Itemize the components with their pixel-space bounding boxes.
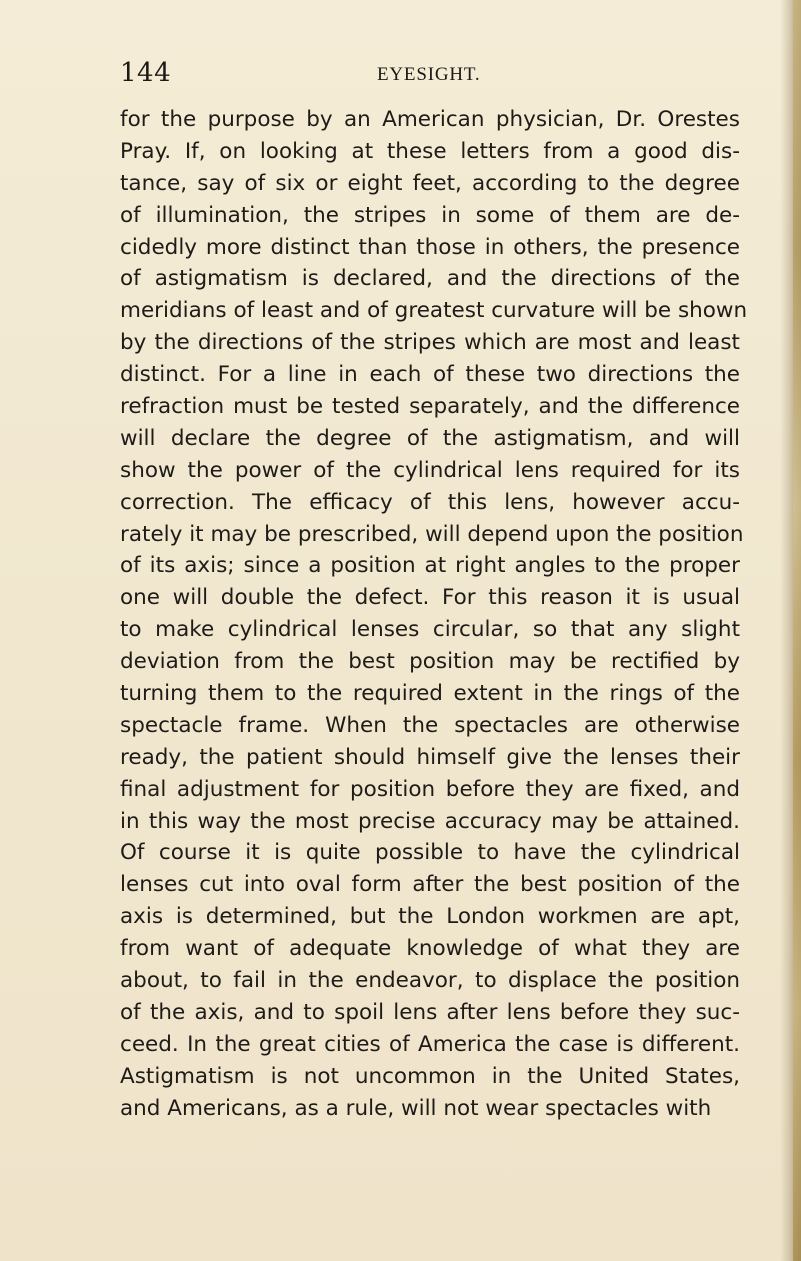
text-line: of the axis, and to spoil lens after lens before they suc- (120, 999, 740, 1025)
text-line: of its axis; since a position at right angles to the proper (120, 553, 740, 579)
text-line: final adjustment for position before they are fixed, and (120, 776, 740, 802)
text-line: axis is determined, but the London workmen are apt, (120, 904, 740, 930)
text-line: by the directions of the stripes which are most and least (120, 330, 740, 356)
text-line: meridians of least and of greatest curvature will be shown (120, 298, 748, 324)
body-text (120, 104, 748, 1125)
text-line: Of course it is quite possible to have the cylindrical (120, 840, 740, 866)
text-line: lenses cut into oval form after the best position of the (120, 872, 740, 898)
text-line: will declare the degree of the astigmatism, and will (120, 425, 740, 451)
text-line: and Americans, as a rule, will not wear spectacles with (120, 1095, 712, 1121)
text-line: to make cylindrical lenses circular, so that any slight (120, 617, 740, 643)
text-line: tance, say of six or eight feet, according to the degree (120, 170, 740, 196)
text-line: cidedly more distinct than those in others, the presence (120, 234, 740, 260)
text-line: correction. The efficacy of this lens, however accu- (120, 489, 740, 515)
text-line: in this way the most precise accuracy may be attained. (120, 808, 740, 834)
text-line: for the purpose by an American physician, Dr. Orestes (120, 107, 740, 132)
text-line: spectacle frame. When the spectacles are otherwise (120, 712, 740, 738)
page-header (120, 58, 680, 94)
text-line: distinct. For a line in each of these two directions the (120, 362, 740, 388)
text-line: ready, the patient should himself give the lenses their (120, 744, 740, 770)
running-title: EYESIGHT. (377, 64, 481, 85)
text-line: about, to fail in the endeavor, to displace the position (120, 968, 740, 994)
page-edge (793, 0, 801, 1261)
text-line: turning them to the required extent in the rings of the (120, 681, 740, 707)
text-line: one will double the defect. For this reason it is usual (120, 585, 740, 611)
text-line: refraction must be tested separately, and the difference (120, 394, 740, 420)
text-line: of astigmatism is declared, and the directions of the (120, 266, 740, 292)
page-number: 144 (120, 58, 172, 88)
text-line: deviation from the best position may be rectified by (120, 649, 740, 675)
text-line: rately it may be prescribed, will depend upon the position (120, 521, 744, 547)
text-line: show the power of the cylindrical lens required for its (120, 457, 740, 483)
text-line: ceed. In the great cities of America the case is different. (120, 1031, 740, 1057)
text-line: Astigmatism is not uncommon in the United States, (120, 1063, 740, 1089)
text-line: from want of adequate knowledge of what they are (120, 936, 740, 962)
text-line: of illumination, the stripes in some of them are de- (120, 202, 740, 228)
text-line: Pray. If, on looking at these letters from a good dis- (120, 138, 740, 164)
